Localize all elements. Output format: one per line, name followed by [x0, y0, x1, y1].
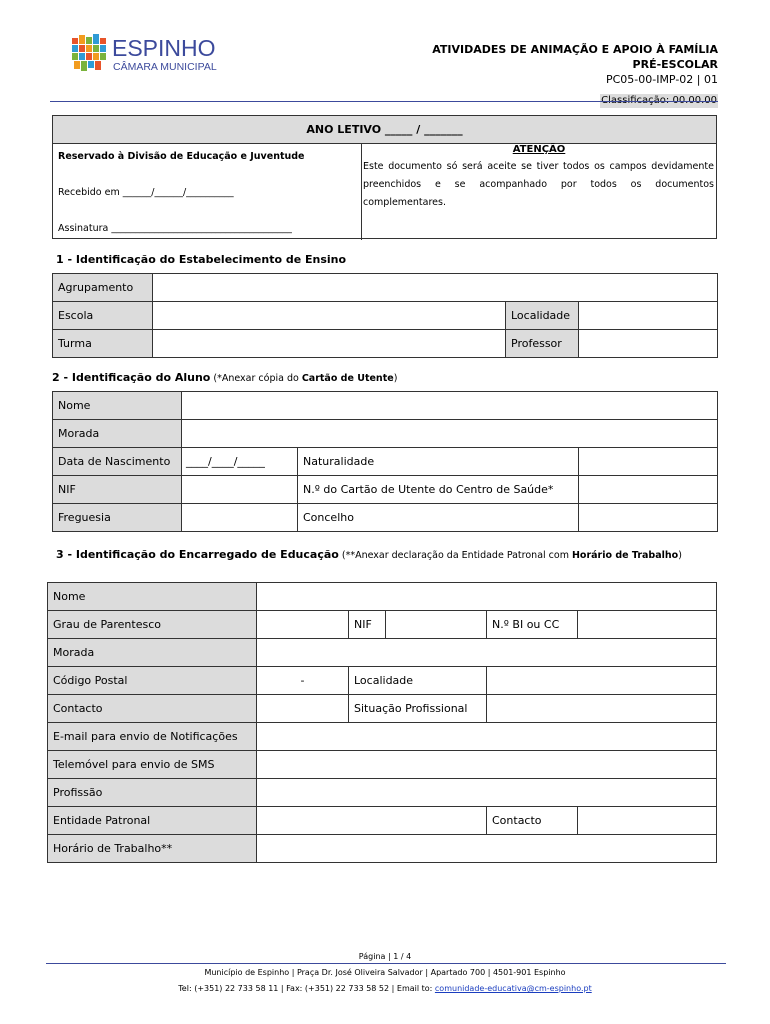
section2-note-bold: Cartão de Utente: [301, 373, 394, 384]
codigo-postal-label: Código Postal: [48, 667, 257, 695]
localidade-ee-label: Localidade: [349, 667, 487, 695]
section2-table: [52, 391, 718, 532]
grau-parentesco-label: Grau de Parentesco: [48, 611, 257, 639]
localidade-label: Localidade: [506, 302, 579, 330]
localidade-input[interactable]: [579, 302, 718, 330]
section3-note-bold: Horário de Trabalho: [571, 550, 679, 561]
document-title: ATIVIDADES DE ANIMAÇÃO E APOIO À FAMÍLIA: [432, 43, 718, 56]
email-input[interactable]: [257, 723, 717, 751]
footer-divider: [46, 963, 726, 964]
section3-note-close: ): [678, 550, 682, 561]
contacto-ee-label: Contacto: [48, 695, 257, 723]
concelho-label: Concelho: [298, 504, 579, 532]
attention-text: Este documento só será aceite se tiver todos os campos devidamente preenchidos e se acompanhado por todos os documentos complementares.: [363, 161, 714, 208]
situacao-profissional-input[interactable]: [487, 695, 717, 723]
section3-note-open: (**: [338, 550, 356, 561]
logo-sub-text: CÂMARA MUNICIPAL: [113, 61, 217, 73]
horario-trabalho-label: Horário de Trabalho**: [48, 835, 257, 863]
data-nascimento-input[interactable]: ____/____/_____: [182, 448, 298, 476]
agrupamento-label: Agrupamento: [53, 274, 153, 302]
nome-ee-input[interactable]: [257, 583, 717, 611]
section2-title-text: 2 - Identificação do Aluno: [52, 371, 211, 384]
document-subtitle: PRÉ-ESCOLAR: [632, 58, 718, 71]
section1-title: 1 - Identificação do Estabelecimento de Ensino: [56, 253, 347, 266]
footer-address: Município de Espinho | Praça Dr. José Oliveira Salvador | Apartado 700 | 4501-901 Espinho: [204, 968, 566, 977]
email-label: E-mail para envio de Notificações: [48, 723, 257, 751]
grau-parentesco-input[interactable]: [257, 611, 349, 639]
section2-note-open: (*: [210, 373, 222, 384]
profissao-input[interactable]: [257, 779, 717, 807]
footer-email-link[interactable]: comunidade-educativa@cm-espinho.pt: [434, 984, 592, 993]
profissao-label: Profissão: [48, 779, 257, 807]
freguesia-input[interactable]: [182, 504, 298, 532]
nome-aluno-input[interactable]: [182, 392, 718, 420]
cartao-utente-label: N.º do Cartão de Utente do Centro de Saúde*: [298, 476, 579, 504]
naturalidade-label: Naturalidade: [298, 448, 579, 476]
nif-aluno-input[interactable]: [182, 476, 298, 504]
morada-aluno-label: Morada: [53, 420, 182, 448]
escola-label: Escola: [53, 302, 153, 330]
bi-cc-label: N.º BI ou CC: [487, 611, 578, 639]
entidade-patronal-label: Entidade Patronal: [48, 807, 257, 835]
document-classification: Classificação: 00.00.00: [601, 95, 717, 106]
cartao-utente-input[interactable]: [579, 476, 718, 504]
section3-title: [56, 545, 716, 565]
section2-title: [52, 371, 397, 384]
nome-aluno-label: Nome: [53, 392, 182, 420]
codigo-postal-input[interactable]: -: [257, 667, 349, 695]
espinho-logo: [70, 32, 230, 74]
contacto-entidade-label: Contacto: [487, 807, 578, 835]
escola-input[interactable]: [153, 302, 506, 330]
reception-box: [52, 115, 717, 239]
signature-field[interactable]: Assinatura ______________________________________: [58, 223, 292, 234]
school-year-title: ANO LETIVO _____ / _______: [53, 116, 716, 144]
concelho-input[interactable]: [579, 504, 718, 532]
naturalidade-input[interactable]: [579, 448, 718, 476]
page-number: Página | 1 / 4: [358, 952, 412, 961]
nif-ee-input[interactable]: [386, 611, 487, 639]
section1-table: [52, 273, 718, 358]
nif-ee-label: NIF: [349, 611, 386, 639]
horario-trabalho-input[interactable]: [257, 835, 717, 863]
morada-ee-input[interactable]: [257, 639, 717, 667]
localidade-ee-input[interactable]: [487, 667, 717, 695]
turma-label: Turma: [53, 330, 153, 358]
reserved-label: Reservado à Divisão de Educação e Juventude: [58, 151, 305, 162]
document-header: [432, 42, 718, 108]
nif-aluno-label: NIF: [53, 476, 182, 504]
section2-note-text: Anexar cópia do: [221, 373, 302, 384]
section3-note-text: Anexar declaração da Entidade Patronal com: [355, 550, 572, 561]
logo-mosaic-icon: [70, 32, 230, 74]
entidade-patronal-input[interactable]: [257, 807, 487, 835]
telemovel-label: Telemóvel para envio de SMS: [48, 751, 257, 779]
professor-input[interactable]: [579, 330, 718, 358]
attention-panel: [362, 143, 716, 240]
received-field[interactable]: Recebido em ______/______/__________: [58, 187, 234, 198]
data-nascimento-label: Data de Nascimento: [53, 448, 182, 476]
agrupamento-input[interactable]: [153, 274, 718, 302]
reserved-panel: [53, 143, 362, 240]
logo-name-text: ESPINHO: [112, 35, 216, 61]
attention-title: ATENÇÃO: [512, 144, 566, 155]
freguesia-label: Freguesia: [53, 504, 182, 532]
morada-ee-label: Morada: [48, 639, 257, 667]
contacto-entidade-input[interactable]: [578, 807, 717, 835]
section2-note-close: ): [393, 373, 398, 384]
turma-input[interactable]: [153, 330, 506, 358]
footer-contacts: [0, 984, 770, 993]
contacto-ee-input[interactable]: [257, 695, 349, 723]
nome-ee-label: Nome: [48, 583, 257, 611]
section3-table: [47, 582, 717, 863]
header-divider: [50, 101, 718, 102]
bi-cc-input[interactable]: [578, 611, 717, 639]
footer-phone-fax: Tel: (+351) 22 733 58 11 | Fax: (+351) 22 733 58 52 | Email to:: [178, 984, 435, 993]
professor-label: Professor: [506, 330, 579, 358]
document-code: PC05-00-IMP-02 | 01: [605, 73, 718, 86]
morada-aluno-input[interactable]: [182, 420, 718, 448]
telemovel-input[interactable]: [257, 751, 717, 779]
section3-title-text: 3 - Identificação do Encarregado de Educação: [56, 548, 339, 561]
situacao-profissional-label: Situação Profissional: [349, 695, 487, 723]
